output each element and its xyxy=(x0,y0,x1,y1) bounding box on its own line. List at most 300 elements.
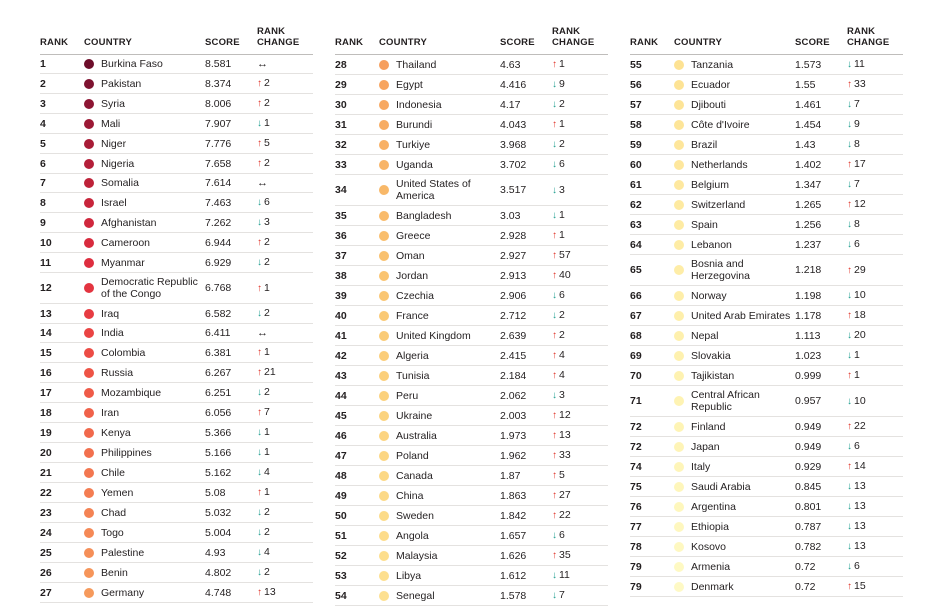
cell-rank: 74 xyxy=(630,457,674,477)
cell-score: 0.949 xyxy=(795,437,847,457)
table-row xyxy=(630,155,903,175)
cell-rank-change xyxy=(552,366,608,386)
country-name: Oman xyxy=(396,249,425,262)
rank-change-value: 22 xyxy=(854,420,866,432)
cell-score: 6.056 xyxy=(205,403,257,423)
country-cell-inner xyxy=(379,350,500,362)
cell-rank-change xyxy=(257,503,313,523)
score-dot-icon xyxy=(674,100,684,110)
country-name: Burundi xyxy=(396,118,433,131)
cell-rank-change xyxy=(552,446,608,466)
rank-change-value: 2 xyxy=(264,97,270,109)
cell-country xyxy=(379,306,500,326)
cell-score: 5.08 xyxy=(205,483,257,503)
table-row xyxy=(40,563,313,583)
country-name: Bosnia and Herzegovina xyxy=(691,258,750,282)
cell-score: 1.657 xyxy=(500,526,552,546)
score-dot-icon xyxy=(379,80,389,90)
cell-rank: 37 xyxy=(335,246,379,266)
country-name: Israel xyxy=(101,196,127,209)
country-cell-inner xyxy=(379,370,500,382)
arrow-up-icon: ↑ xyxy=(552,470,557,481)
cell-rank-change xyxy=(847,55,903,75)
country-name: Chile xyxy=(101,466,125,479)
cell-country xyxy=(379,446,500,466)
cell-rank: 70 xyxy=(630,366,674,386)
country-cell-inner xyxy=(674,99,795,111)
score-dot-icon xyxy=(379,491,389,501)
country-cell-inner xyxy=(379,270,500,282)
table-row xyxy=(40,423,313,443)
cell-rank-change xyxy=(257,174,313,193)
country-cell-inner xyxy=(379,99,500,111)
cell-rank: 30 xyxy=(335,95,379,115)
table-row xyxy=(630,286,903,306)
arrow-down-icon: ↓ xyxy=(257,467,262,478)
rank-change-value: 4 xyxy=(264,546,270,558)
arrow-up-icon: ↑ xyxy=(847,79,852,90)
cell-score: 4.043 xyxy=(500,115,552,135)
rank-change-value: 13 xyxy=(854,540,866,552)
country-name: Afghanistan xyxy=(101,216,157,229)
cell-score: 1.265 xyxy=(795,195,847,215)
arrow-down-icon: ↓ xyxy=(552,290,557,301)
cell-country xyxy=(674,517,795,537)
arrow-up-icon: ↑ xyxy=(847,199,852,210)
arrow-down-icon: ↓ xyxy=(552,99,557,110)
score-dot-icon xyxy=(674,442,684,452)
country-name: Switzerland xyxy=(691,198,746,211)
cell-rank-change xyxy=(552,346,608,366)
country-name: Kosovo xyxy=(691,540,727,553)
cell-score: 8.006 xyxy=(205,94,257,114)
cell-country xyxy=(84,403,205,423)
arrow-down-icon: ↓ xyxy=(257,547,262,558)
cell-country xyxy=(674,437,795,457)
country-name: Angola xyxy=(396,529,429,542)
country-name: Pakistan xyxy=(101,77,142,90)
arrow-up-icon: ↑ xyxy=(552,250,557,261)
cell-score: 1.87 xyxy=(500,466,552,486)
country-cell-inner xyxy=(674,389,795,413)
country-cell-inner xyxy=(379,230,500,242)
cell-rank: 22 xyxy=(40,483,84,503)
country-cell-inner xyxy=(379,390,500,402)
cell-score: 0.845 xyxy=(795,477,847,497)
cell-score: 5.366 xyxy=(205,423,257,443)
country-name: Germany xyxy=(101,586,145,599)
cell-score: 8.581 xyxy=(205,55,257,74)
arrow-up-icon: ↑ xyxy=(552,230,557,241)
country-name: Colombia xyxy=(101,346,146,359)
rank-change-value: 1 xyxy=(264,446,270,458)
table-row xyxy=(630,115,903,135)
rank-change-value: 12 xyxy=(559,409,571,421)
cell-score: 3.517 xyxy=(500,175,552,206)
cell-rank-change xyxy=(847,557,903,577)
arrow-down-icon: ↓ xyxy=(257,567,262,578)
cell-rank: 43 xyxy=(335,366,379,386)
country-name: Mali xyxy=(101,117,121,130)
country-cell-inner xyxy=(674,159,795,171)
cell-rank: 64 xyxy=(630,235,674,255)
cell-score: 2.639 xyxy=(500,326,552,346)
cell-rank-change xyxy=(257,403,313,423)
country-cell-inner xyxy=(674,350,795,362)
table-row xyxy=(40,443,313,463)
header-rank: RANK xyxy=(335,37,364,48)
table-row xyxy=(40,213,313,233)
cell-country xyxy=(84,114,205,134)
cell-rank: 79 xyxy=(630,557,674,577)
cell-score: 1.578 xyxy=(500,586,552,606)
arrow-down-icon: ↓ xyxy=(847,239,852,250)
country-name: Norway xyxy=(691,289,727,302)
arrow-down-icon: ↓ xyxy=(552,159,557,170)
arrow-down-icon: ↓ xyxy=(257,197,262,208)
table-row xyxy=(40,463,313,483)
country-name: Syria xyxy=(101,97,125,110)
cell-country xyxy=(84,273,205,304)
score-dot-icon xyxy=(674,240,684,250)
cell-score: 6.944 xyxy=(205,233,257,253)
score-dot-icon xyxy=(379,431,389,441)
country-name: Ukraine xyxy=(396,409,433,422)
cell-score: 7.907 xyxy=(205,114,257,134)
country-name: Finland xyxy=(691,420,726,433)
country-cell-inner xyxy=(84,327,205,339)
table-row xyxy=(40,174,313,193)
rank-change-value: 17 xyxy=(854,158,866,170)
country-cell-inner xyxy=(84,407,205,419)
table-row xyxy=(630,75,903,95)
rank-change-value: 7 xyxy=(854,98,860,110)
cell-score: 6.267 xyxy=(205,363,257,383)
score-dot-icon xyxy=(379,140,389,150)
cell-rank: 21 xyxy=(40,463,84,483)
cell-country xyxy=(84,483,205,503)
arrow-up-icon: ↑ xyxy=(552,350,557,361)
arrow-up-icon: ↑ xyxy=(257,347,262,358)
cell-rank: 25 xyxy=(40,543,84,563)
cell-score: 4.63 xyxy=(500,55,552,75)
country-name: Togo xyxy=(101,526,124,539)
table-row xyxy=(630,386,903,417)
table-row xyxy=(40,233,313,253)
cell-rank: 56 xyxy=(630,75,674,95)
rank-change-value: 4 xyxy=(559,349,565,361)
country-cell-inner xyxy=(674,199,795,211)
cell-rank: 31 xyxy=(335,115,379,135)
rank-change-value: 3 xyxy=(264,216,270,228)
rank-change-value: 7 xyxy=(854,178,860,190)
country-cell-inner xyxy=(674,310,795,322)
rank-change-value: 1 xyxy=(264,281,270,294)
cell-rank-change xyxy=(257,383,313,403)
arrow-up-icon: ↑ xyxy=(552,119,557,130)
table-row xyxy=(335,95,608,115)
cell-score: 5.004 xyxy=(205,523,257,543)
table-row xyxy=(335,326,608,346)
score-dot-icon xyxy=(379,231,389,241)
cell-country xyxy=(379,135,500,155)
table-body-2 xyxy=(335,55,608,606)
table-row xyxy=(630,417,903,437)
country-cell-inner xyxy=(674,501,795,513)
cell-rank: 62 xyxy=(630,195,674,215)
arrow-down-icon: ↓ xyxy=(847,99,852,110)
cell-country xyxy=(674,577,795,597)
country-name: Tanzania xyxy=(691,58,734,71)
country-name: Jordan xyxy=(396,269,429,282)
cell-rank: 50 xyxy=(335,506,379,526)
rank-change-value: 57 xyxy=(559,249,571,261)
score-dot-icon xyxy=(379,511,389,521)
country-name: Turkiye xyxy=(396,138,431,151)
arrow-down-icon: ↓ xyxy=(847,441,852,452)
cell-score: 4.748 xyxy=(205,583,257,603)
cell-rank-change xyxy=(257,304,313,324)
header-score: SCORE xyxy=(500,37,535,48)
cell-rank: 12 xyxy=(40,273,84,304)
country-cell-inner xyxy=(674,581,795,593)
arrow-up-icon: ↑ xyxy=(257,78,262,89)
rank-change-value: 35 xyxy=(559,549,571,561)
country-name: Sweden xyxy=(396,509,434,522)
header-country: COUNTRY xyxy=(84,37,133,48)
cell-rank-change xyxy=(552,586,608,606)
cell-rank-change xyxy=(257,154,313,174)
cell-country xyxy=(674,366,795,386)
header-score: SCORE xyxy=(205,37,240,48)
table-row xyxy=(40,383,313,403)
table-row xyxy=(630,457,903,477)
score-dot-icon xyxy=(84,218,94,228)
cell-score: 1.973 xyxy=(500,426,552,446)
country-name: Yemen xyxy=(101,486,134,499)
cell-rank: 9 xyxy=(40,213,84,233)
cell-rank-change xyxy=(257,74,313,94)
rank-change-value: 33 xyxy=(854,78,866,90)
cell-country xyxy=(379,115,500,135)
cell-rank: 54 xyxy=(335,586,379,606)
country-cell-inner xyxy=(674,79,795,91)
country-name: United States of America xyxy=(396,178,471,202)
country-cell-inner xyxy=(674,541,795,553)
cell-rank: 7 xyxy=(40,174,84,193)
arrow-down-icon: ↓ xyxy=(257,447,262,458)
country-name: Djibouti xyxy=(691,98,727,111)
country-cell-inner xyxy=(379,410,500,422)
table-row xyxy=(40,193,313,213)
country-cell-inner xyxy=(84,547,205,559)
cell-country xyxy=(379,566,500,586)
country-cell-inner xyxy=(379,250,500,262)
table-row xyxy=(630,346,903,366)
cell-score: 6.768 xyxy=(205,273,257,304)
arrow-down-icon: ↓ xyxy=(847,119,852,130)
score-dot-icon xyxy=(84,139,94,149)
score-dot-icon xyxy=(379,185,389,195)
cell-rank-change xyxy=(552,286,608,306)
arrow-no-change-icon: ↔ xyxy=(257,177,268,189)
country-name: Armenia xyxy=(691,560,731,573)
score-dot-icon xyxy=(674,180,684,190)
cell-rank: 11 xyxy=(40,253,84,273)
cell-rank-change xyxy=(552,226,608,246)
score-dot-icon xyxy=(674,160,684,170)
rank-change-value: 1 xyxy=(559,229,565,241)
cell-score: 0.782 xyxy=(795,537,847,557)
table-row xyxy=(40,543,313,563)
cell-rank-change xyxy=(257,343,313,363)
score-dot-icon xyxy=(84,508,94,518)
table-row xyxy=(40,523,313,543)
country-name: Greece xyxy=(396,229,431,242)
rank-change-value: 13 xyxy=(559,429,571,441)
cell-country xyxy=(674,195,795,215)
arrow-up-icon: ↑ xyxy=(847,421,852,432)
cell-rank: 29 xyxy=(335,75,379,95)
rank-change-value: 7 xyxy=(559,589,565,601)
cell-country xyxy=(379,206,500,226)
arrow-up-icon: ↑ xyxy=(552,410,557,421)
cell-rank: 72 xyxy=(630,437,674,457)
country-name: Côte d'Ivoire xyxy=(691,118,750,131)
rank-change-value: 27 xyxy=(559,489,571,501)
cell-rank: 14 xyxy=(40,324,84,343)
rank-change-value: 18 xyxy=(854,309,866,321)
header-rank-change: RANK CHANGE xyxy=(552,26,595,48)
score-dot-icon xyxy=(379,271,389,281)
cell-country xyxy=(379,75,500,95)
cell-rank: 32 xyxy=(335,135,379,155)
arrow-up-icon: ↑ xyxy=(552,370,557,381)
rank-table-1 xyxy=(40,26,313,603)
rank-change-value: 1 xyxy=(559,209,565,221)
arrow-up-icon: ↑ xyxy=(552,550,557,561)
cell-score: 1.347 xyxy=(795,175,847,195)
cell-rank: 3 xyxy=(40,94,84,114)
score-dot-icon xyxy=(379,251,389,261)
rank-change-value: 33 xyxy=(559,449,571,461)
table-header-1 xyxy=(40,26,313,55)
cell-rank-change xyxy=(847,517,903,537)
rank-change-value: 1 xyxy=(559,118,565,130)
rank-change-value: 2 xyxy=(264,526,270,538)
rank-table-2 xyxy=(335,26,608,606)
country-cell-inner xyxy=(379,119,500,131)
arrow-down-icon: ↓ xyxy=(847,521,852,532)
table-row xyxy=(40,273,313,304)
country-name: Canada xyxy=(396,469,433,482)
country-cell-inner xyxy=(379,570,500,582)
arrow-down-icon: ↓ xyxy=(257,257,262,268)
cell-score: 1.461 xyxy=(795,95,847,115)
country-name: Denmark xyxy=(691,580,734,593)
country-cell-inner xyxy=(379,178,500,202)
rank-table-3 xyxy=(630,26,903,597)
table-row xyxy=(40,363,313,383)
rank-change-value: 2 xyxy=(559,309,565,321)
cell-score: 2.712 xyxy=(500,306,552,326)
cell-rank-change xyxy=(847,135,903,155)
country-name: Iran xyxy=(101,406,120,419)
cell-score: 2.927 xyxy=(500,246,552,266)
cell-score: 4.802 xyxy=(205,563,257,583)
cell-country xyxy=(674,477,795,497)
cell-score: 1.023 xyxy=(795,346,847,366)
country-name: Australia xyxy=(396,429,437,442)
country-name: Chad xyxy=(101,506,127,519)
cell-country xyxy=(379,406,500,426)
country-cell-inner xyxy=(674,441,795,453)
country-cell-inner xyxy=(84,118,205,130)
country-name: Senegal xyxy=(396,589,435,602)
cell-country xyxy=(674,417,795,437)
score-dot-icon xyxy=(84,388,94,398)
cell-rank: 34 xyxy=(335,175,379,206)
country-name: India xyxy=(101,327,124,339)
cell-rank: 51 xyxy=(335,526,379,546)
cell-score: 2.184 xyxy=(500,366,552,386)
cell-rank-change xyxy=(257,324,313,343)
cell-score: 0.787 xyxy=(795,517,847,537)
cell-rank-change xyxy=(552,506,608,526)
country-name: Lebanon xyxy=(691,238,732,251)
cell-country xyxy=(84,543,205,563)
table-row xyxy=(630,215,903,235)
cell-rank: 53 xyxy=(335,566,379,586)
score-dot-icon xyxy=(84,368,94,378)
country-name: China xyxy=(396,489,424,502)
cell-rank-change xyxy=(847,306,903,326)
table-row xyxy=(335,386,608,406)
country-cell-inner xyxy=(674,421,795,433)
country-cell-inner xyxy=(674,370,795,382)
country-name: Slovakia xyxy=(691,349,731,362)
score-dot-icon xyxy=(379,451,389,461)
arrow-up-icon: ↑ xyxy=(552,59,557,70)
cell-rank: 35 xyxy=(335,206,379,226)
rank-change-value: 9 xyxy=(559,78,565,90)
cell-country xyxy=(84,174,205,193)
country-cell-inner xyxy=(379,290,500,302)
cell-rank: 65 xyxy=(630,255,674,286)
cell-rank-change xyxy=(847,417,903,437)
cell-rank: 1 xyxy=(40,55,84,74)
cell-country xyxy=(84,94,205,114)
cell-rank: 45 xyxy=(335,406,379,426)
country-cell-inner xyxy=(379,490,500,502)
table-row xyxy=(40,343,313,363)
cell-score: 8.374 xyxy=(205,74,257,94)
rank-change-value: 10 xyxy=(854,289,866,301)
arrow-down-icon: ↓ xyxy=(847,179,852,190)
table-row xyxy=(40,483,313,503)
cell-country xyxy=(84,74,205,94)
score-dot-icon xyxy=(84,548,94,558)
cell-rank-change xyxy=(847,477,903,497)
cell-rank-change xyxy=(847,75,903,95)
header-rank-change: RANK CHANGE xyxy=(847,26,890,48)
cell-rank: 48 xyxy=(335,466,379,486)
country-name: Nepal xyxy=(691,329,719,342)
cell-rank-change xyxy=(552,266,608,286)
cell-score: 7.262 xyxy=(205,213,257,233)
cell-rank-change xyxy=(847,457,903,477)
rank-change-value: 22 xyxy=(559,509,571,521)
